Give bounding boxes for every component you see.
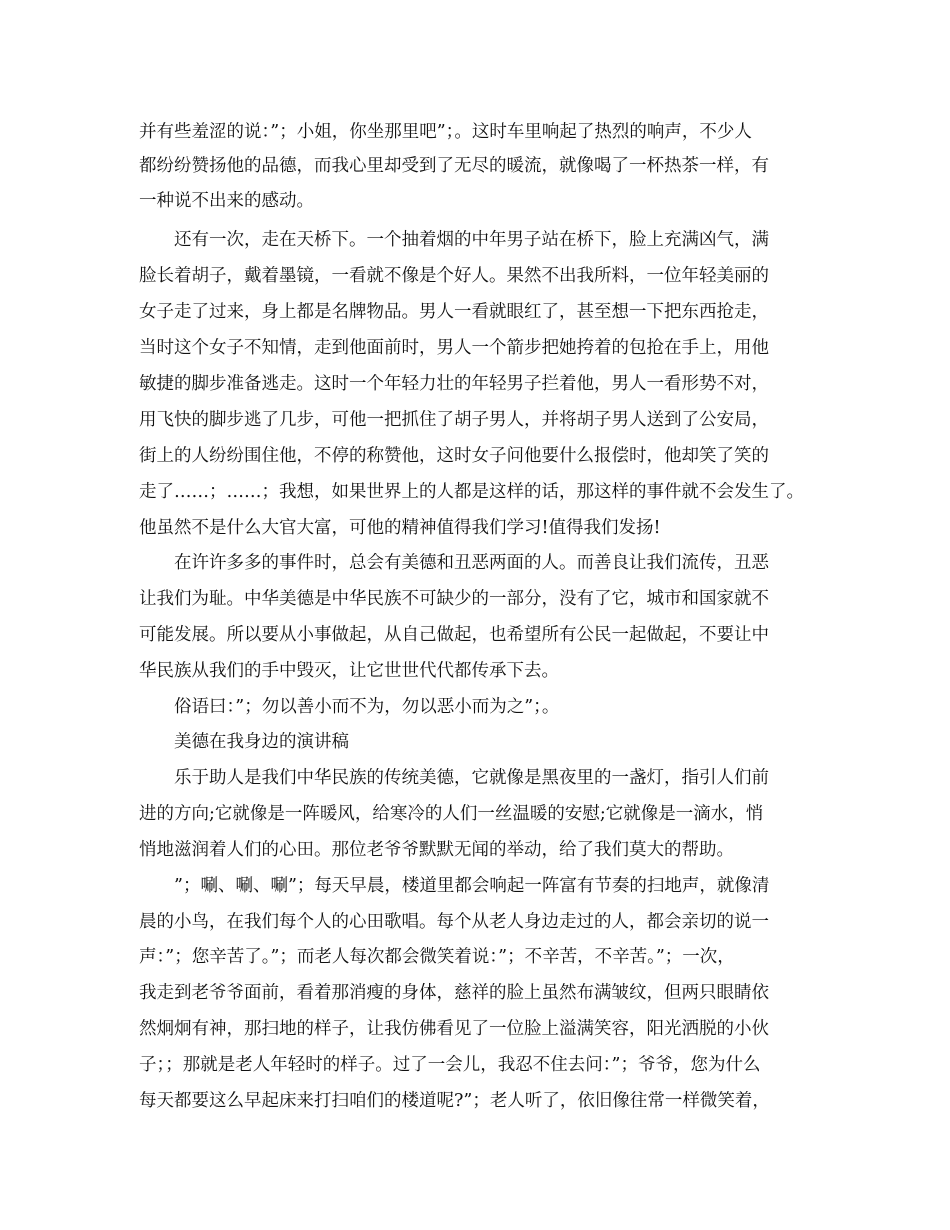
- text-line: 晨的小鸟，在我们每个人的心田歌唱。每个从老人身边走过的人，都会亲切的说一: [139, 912, 769, 932]
- text-line: 让我们为耻。中华美德是中华民族不可缺少的一部分，没有了它，城市和国家就不: [139, 589, 769, 609]
- text-line: 可能发展。所以要从小事做起，从自己做起，也希望所有公民一起做起，不要让中: [139, 625, 769, 645]
- text-line: 还有一次，走在天桥下。一个抽着烟的中年男子站在桥下，脸上充满凶气，满: [174, 230, 769, 250]
- text-line: 每天都要这么早起床来打扫咱们的楼道呢?”；老人听了，依旧像往常一样微笑着，: [139, 1091, 770, 1111]
- text-line: 都纷纷赞扬他的品德，而我心里却受到了无尽的暖流，就像喝了一杯热茶一样，有: [139, 156, 769, 176]
- text-line: 敏捷的脚步准备逃走。这时一个年轻力壮的年轻男子拦着他，男人一看形势不对，: [139, 374, 769, 394]
- text-line: 进的方向;它就像是一阵暖风，给寒冷的人们一丝温暖的安慰;它就像是一滴水，悄: [139, 804, 764, 824]
- text-line: 并有些羞涩的说：”；小姐，你坐那里吧”；。这时车里响起了热烈的响声，不少人: [139, 122, 752, 142]
- text-line: 我走到老爷爷面前，看着那消瘦的身体，慈祥的脸上虽然布满皱纹，但两只眼睛依: [139, 983, 769, 1003]
- text-line: 用飞快的脚步逃了几步，可他一把抓住了胡子男人，并将胡子男人送到了公安局，: [139, 410, 769, 430]
- text-line: 脸长着胡子，戴着墨镜，一看就不像是个好人。果然不出我所料，一位年轻美丽的: [139, 266, 769, 286]
- text-line: 当时这个女子不知情，走到他面前时，男人一个箭步把她挎着的包抢在手上，用他: [139, 338, 769, 358]
- text-line: 女子走了过来，身上都是名牌物品。男人一看就眼红了，甚至想一下把东西抢走，: [139, 302, 769, 322]
- text-line: ”；唰、唰、唰”；每天早晨，楼道里都会响起一阵富有节奏的扫地声，就像清: [174, 876, 770, 896]
- text-line: 他虽然不是什么大官大富，可他的精神值得我们学习!值得我们发扬!: [139, 518, 661, 538]
- document-heading: 美德在我身边的演讲稿: [174, 732, 349, 752]
- text-line: 乐于助人是我们中华民族的传统美德，它就像是黑夜里的一盏灯，指引人们前: [174, 768, 769, 788]
- text-line: 走了……；……；我想，如果世界上的人都是这样的话，那这样的事件就不会发生了。: [139, 482, 804, 502]
- text-line: 一种说不出来的感动。: [139, 191, 314, 211]
- text-line: 俗语曰：”；勿以善小而不为，勿以恶小而为之”；。: [174, 697, 560, 717]
- text-line: 在许许多多的事件时，总会有美德和丑恶两面的人。而善良让我们流传，丑恶: [174, 553, 769, 573]
- text-line: 然炯炯有神，那扫地的样子，让我仿佛看见了一位脸上溢满笑容，阳光洒脱的小伙: [139, 1019, 769, 1039]
- text-line: 悄地滋润着人们的心田。那位老爷爷默默无闻的举动，给了我们莫大的帮助。: [139, 840, 734, 860]
- text-line: 华民族从我们的手中毁灭，让它世世代代都传承下去。: [139, 661, 559, 681]
- text-line: 子；；那就是老人年轻时的样子。过了一会儿，我忍不住去问：”；爷爷，您为什么: [139, 1055, 761, 1075]
- text-line: 声：”；您辛苦了。”；而老人每次都会微笑着说：”；不辛苦，不辛苦。”；一次，: [139, 947, 735, 967]
- text-line: 街上的人纷纷围住他，不停的称赞他，这时女子问他要什么报偿时，他却笑了笑的: [139, 446, 769, 466]
